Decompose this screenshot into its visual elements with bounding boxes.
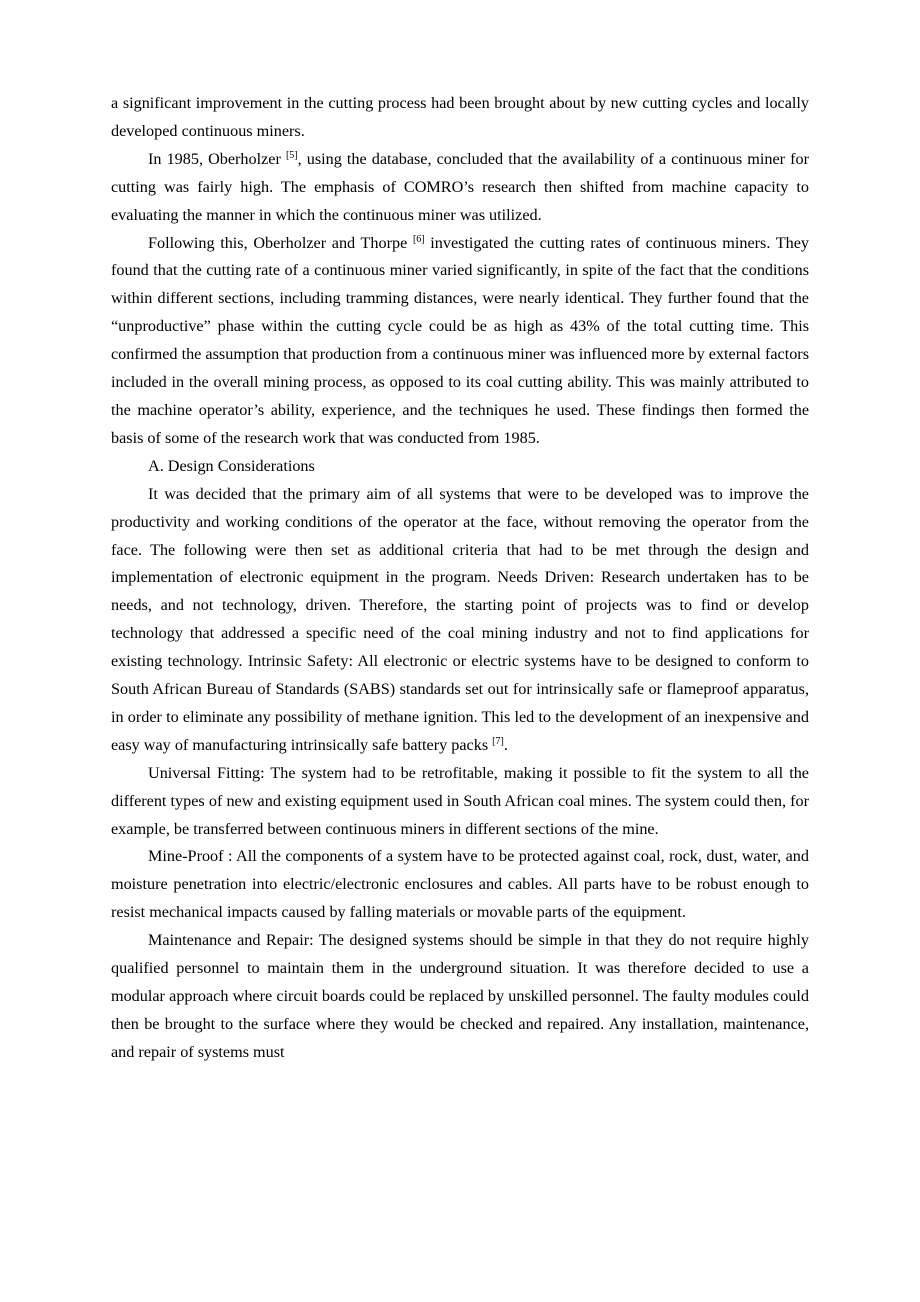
citation-ref-7: [7]: [492, 735, 504, 747]
paragraph-text: Following this, Oberholzer and Thorpe: [148, 233, 413, 252]
document-page: [111, 90, 809, 1067]
paragraph-text: investigated the cutting rates of continuous miners. They found that the cutting rate of a continuous miner varied significantly, in spite of the fact that the conditions within different sections, including tramming distances, were nearly identical. They further found that the “unproductive” phase within the cutting cycle could be as high as 43% of the total cutting time. This confirmed the assumption that production from a continuous miner was influenced more by external factors included in the overall mining process, as opposed to its coal cutting ability. This was mainly attributed to the machine operator’s ability, experience, and the techniques he used. These findings then formed the basis of some of the research work that was conducted from 1985.: [111, 233, 810, 447]
paragraph-design-criteria: [111, 481, 809, 760]
paragraph-maintenance-repair: Maintenance and Repair: The designed systems should be simple in that they do not require highly qualified personnel to maintain them in the underground situation. It was therefore decided to use a modular approach where circuit boards could be replaced by unskilled personnel. The faulty modules could then be brought to the surface where they would be checked and repaired. Any installation, maintenance, and repair of systems must: [111, 931, 809, 1061]
citation-ref-5: [5]: [285, 149, 298, 161]
section-heading: A. Design Considerations: [148, 456, 315, 475]
citation-ref-6: [6]: [412, 233, 425, 245]
paragraph-mine-proof: Mine-Proof : All the components of a system have to be protected against coal, rock, dust, water, and moisture penetration into electric/electronic enclosures and cables. All parts have to be robust enough to resist mechanical impacts caused by falling materials or movable parts of the equipment.: [111, 847, 809, 922]
paragraph-oberholzer-1985: [111, 146, 809, 230]
paragraph-text: .: [503, 735, 508, 754]
paragraph-text: , using the database, concluded that the availability of a continuous miner for cutting was fairly high. The emphasis of COMRO’s research then shifted from machine capacity to evaluating the manner in which the continuous miner was utilized.: [111, 149, 809, 224]
paragraph-cutting-rates: [111, 230, 809, 453]
paragraph-continuation: a significant improvement in the cutting process had been brought about by new cutting cycles and locally developed continuous miners.: [111, 94, 809, 140]
paragraph-universal-fitting: Universal Fitting: The system had to be retrofitable, making it possible to fit the system to all the different types of new and existing equipment used in South African coal mines. The system could then, for example, be transferred between continuous miners in different sections of the mine.: [111, 763, 809, 838]
paragraph-text: In 1985, Oberholzer: [148, 149, 286, 168]
paragraph-text: It was decided that the primary aim of all systems that were to be developed was to improve the productivity and working conditions of the operator at the face, without removing the operator from the face. The following were then set as additional criteria that had to be met through the design and implementation of electronic equipment in the program. Needs Driven: Research undertaken has to be needs, and not technology, driven. Therefore, the starting point of projects was to find or develop technology that addressed a specific need of the coal mining industry and not to find applications for existing technology. Intrinsic Safety: All electronic or electric systems have to be designed to conform to South African Bureau of Standards (SABS) standards set out for intrinsically safe or flameproof apparatus, in order to eliminate any possibility of methane ignition. This led to the development of an inexpensive and easy way of manufacturing intrinsically safe battery packs: [111, 484, 809, 754]
